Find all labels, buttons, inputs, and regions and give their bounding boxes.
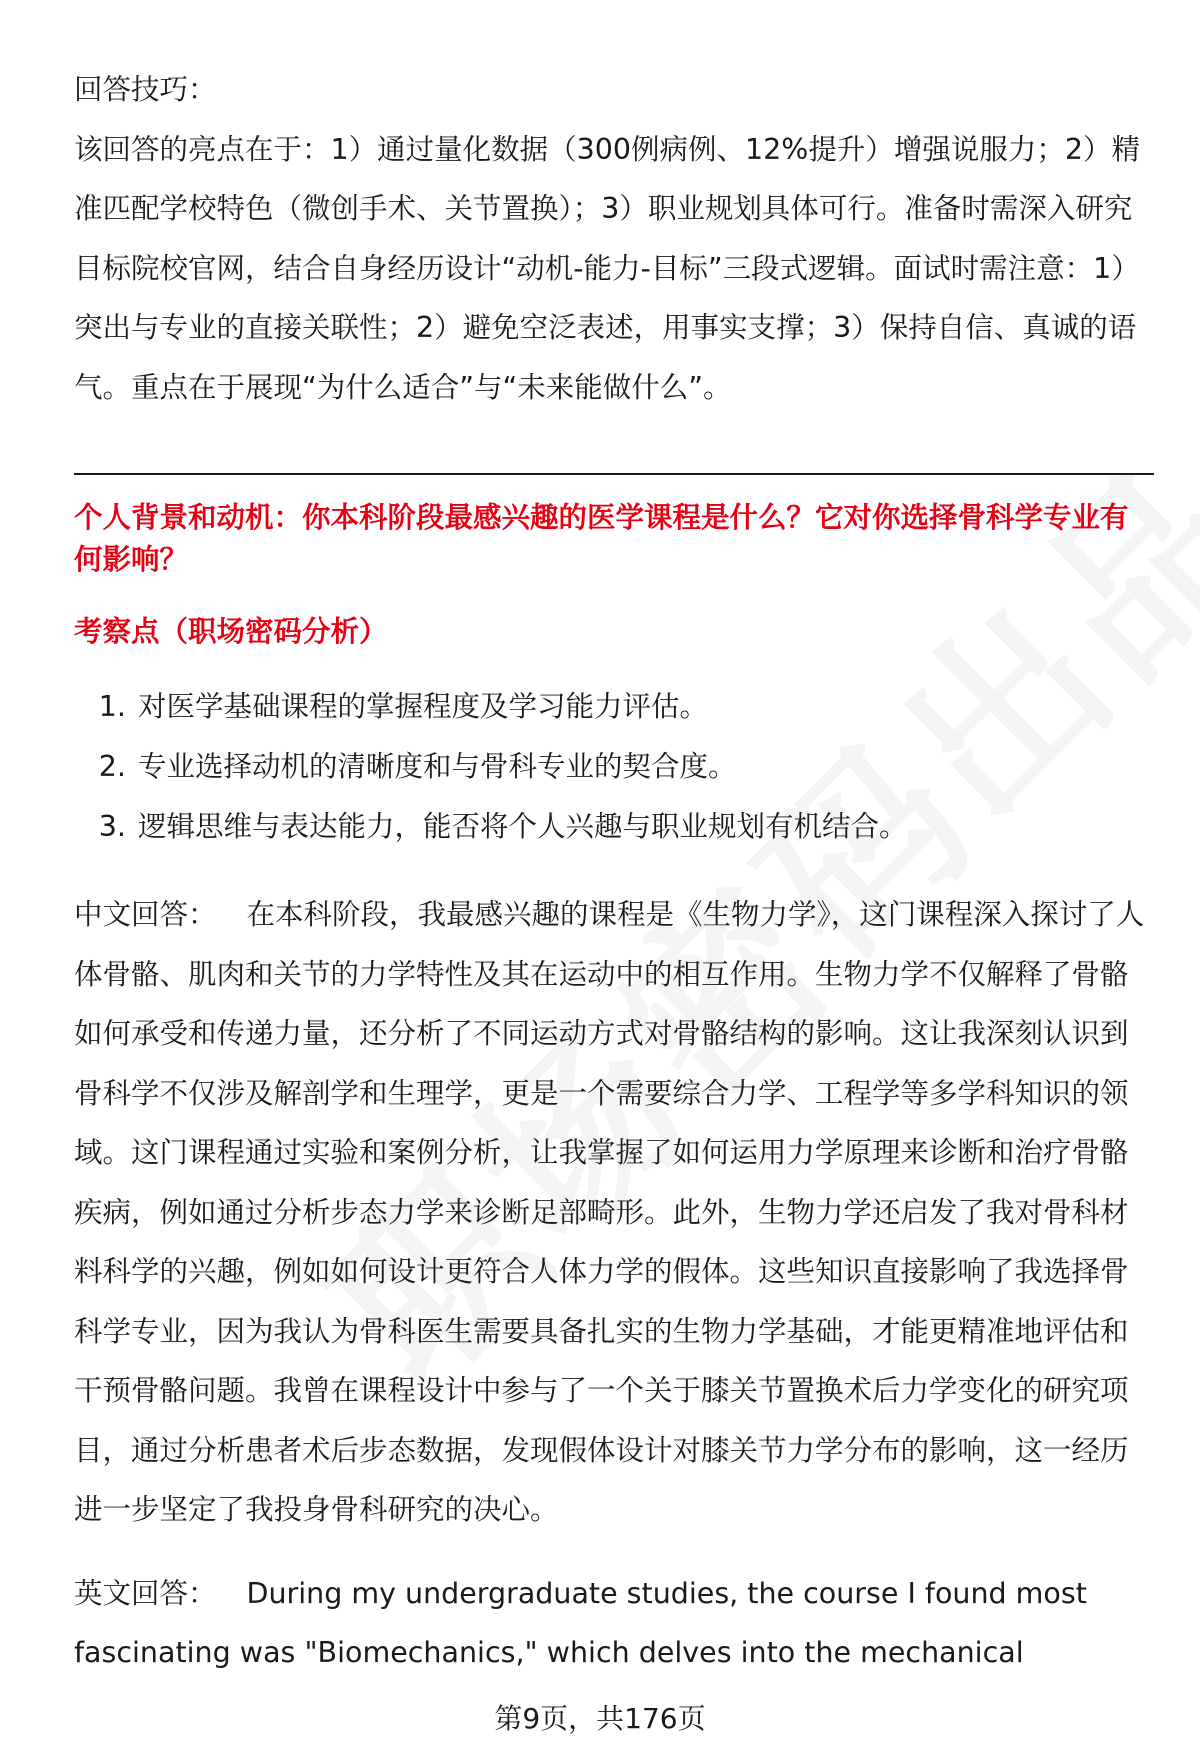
list-text: 对医学基础课程的掌握程度及学习能力评估。	[138, 690, 709, 723]
tips-label: 回答技巧：	[74, 73, 217, 106]
list-number: 1.	[98, 690, 126, 723]
tips-paragraph: 该回答的亮点在于：1）通过量化数据（300例病例、12%提升）增强说服力；2）精准匹配学校特色（微创手术、关节置换）；3）职业规划具体可行。准备时需深入研究目标院校官网，结合自身经历设计“动机-能力-目标”三段式逻辑。面试时需注意：1）突出与专业的直接关联性；2）避免空泛表述，用事实支撑；3）保持自信、真诚的语气。重点在于展现“为什么适合”与“未来能做什么”。	[74, 132, 1141, 404]
analysis-title: 考察点（职场密码分析）	[74, 615, 388, 648]
list-item	[74, 797, 1154, 857]
chinese-answer-text: 在本科阶段，我最感兴趣的课程是《生物力学》，这门课程深入探讨了人体骨骼、肌肉和关节的力学特性及其在运动中的相互作用。生物力学不仅解释了骨骼如何承受和传递力量，还分析了不同运动方式对骨骼结构的影响。这让我深刻认识到骨科学不仅涉及解剖学和生理学，更是一个需要综合力学、工程学等多学科知识的领域。这门课程通过实验和案例分析，让我掌握了如何运用力学原理来诊断和治疗骨骼疾病，例如通过分析步态力学来诊断足部畸形。此外，生物力学还启发了我对骨科材料科学的兴趣，例如如何设计更符合人体力学的假体。这些知识直接影响了我选择骨科学专业，因为我认为骨科医生需要具备扎实的生物力学基础，才能更精准地评估和干预骨骼问题。我曾在课程设计中参与了一个关于膝关节置换术后力学变化的研究项目，通过分析患者术后步态数据，发现假体设计对膝关节力学分布的影响，这一经历进一步坚定了我投身骨科研究的决心。	[74, 898, 1145, 1526]
english-answer-text: During my undergraduate studies, the course I found most fascinating was "Biomechanics," which delves into the mechanical	[74, 1576, 1087, 1669]
chinese-answer	[74, 885, 1154, 1540]
english-answer-label: 英文回答：	[74, 1576, 217, 1610]
list-item	[74, 737, 1154, 797]
page-footer: 第9页，共176页	[494, 1702, 706, 1735]
analysis-list	[74, 677, 1154, 857]
english-answer	[74, 1564, 1154, 1683]
list-text: 逻辑思维与表达能力，能否将个人兴趣与职业规划有机结合。	[138, 810, 908, 843]
list-number: 3.	[98, 810, 126, 843]
list-text: 专业选择动机的清晰度和与骨科专业的契合度。	[138, 750, 737, 783]
question-heading: 个人背景和动机：你本科阶段最感兴趣的医学课程是什么？它对你选择骨科学专业有何影响？	[74, 501, 1129, 576]
list-item	[74, 677, 1154, 737]
section-divider	[74, 473, 1154, 475]
list-number: 2.	[98, 750, 126, 783]
document-page	[74, 60, 1154, 1683]
chinese-answer-label: 中文回答：	[74, 898, 217, 931]
